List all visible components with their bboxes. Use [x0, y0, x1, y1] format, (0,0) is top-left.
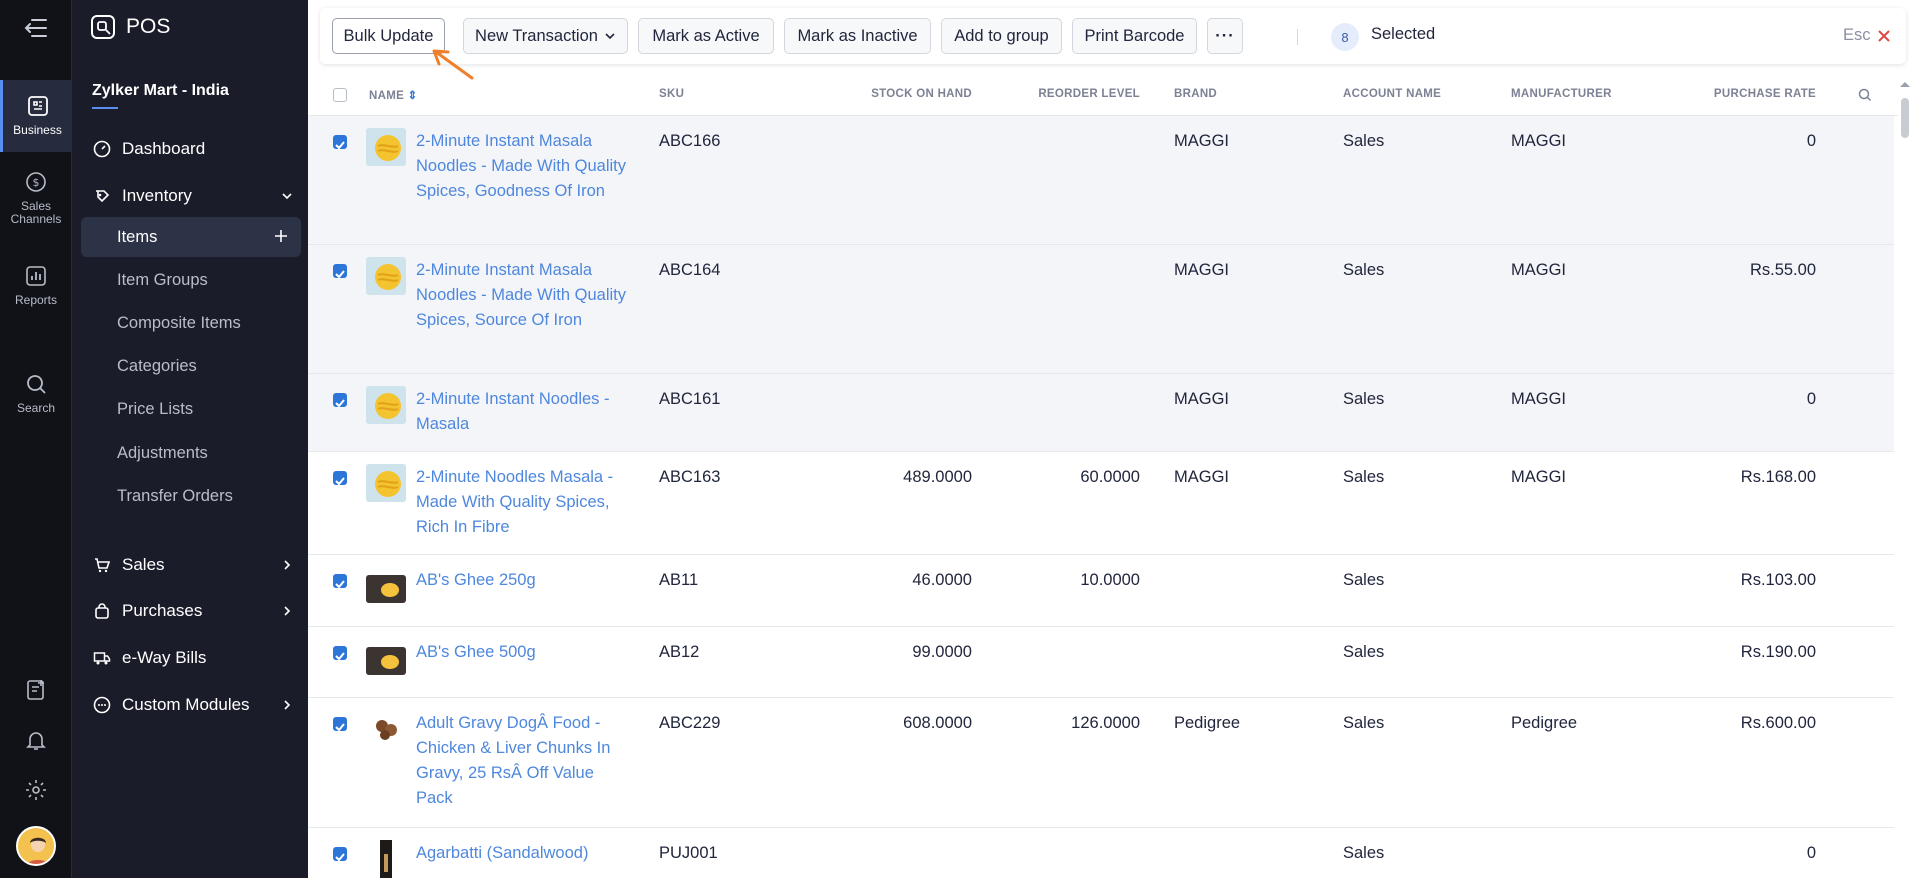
icon-rail	[0, 0, 72, 878]
cell-rate: Rs.600.00	[1740, 714, 1816, 732]
sidebar	[72, 0, 308, 878]
new-transaction-button[interactable]	[463, 18, 628, 54]
cell-brand: Pedigree	[1174, 714, 1241, 732]
table-row[interactable]	[308, 116, 1894, 245]
item-name-link[interactable]: 2-Minute Instant Noodles - Masala	[416, 390, 610, 433]
row-checkbox[interactable]	[333, 847, 347, 861]
add-item-icon[interactable]	[271, 226, 291, 251]
nav-dashboard-label: Dashboard	[122, 139, 206, 158]
cell-account: Sales	[1343, 844, 1385, 862]
sidebar-item-item-groups[interactable]	[72, 260, 308, 300]
new-transaction-label: New Transaction	[475, 26, 598, 45]
clear-selection[interactable]	[1843, 26, 1891, 45]
mark-active-button[interactable]: Mark as Active	[638, 18, 774, 54]
col-name[interactable]	[369, 88, 418, 102]
table-row[interactable]	[308, 452, 1894, 555]
col-rate[interactable]: PURCHASE RATE	[1713, 88, 1816, 100]
avatar[interactable]	[16, 826, 56, 866]
sidebar-item-label: Categories	[117, 356, 197, 375]
noodles-thumbnail	[366, 128, 406, 166]
table-row[interactable]	[308, 245, 1894, 374]
bulk-update-button[interactable]: Bulk Update	[332, 18, 445, 54]
main-content	[308, 0, 1920, 878]
table-row[interactable]	[308, 555, 1894, 627]
cell-stock: 489.0000	[903, 468, 972, 486]
svg-text:$: $	[32, 176, 40, 189]
row-checkbox[interactable]	[333, 393, 347, 407]
reports-icon	[24, 264, 48, 288]
add-document-icon	[24, 678, 48, 702]
col-name-label: NAME	[369, 90, 405, 102]
cell-brand: MAGGI	[1174, 261, 1230, 279]
sidebar-item-label: Item Groups	[117, 270, 208, 289]
col-manufacturer[interactable]: MANUFACTURER	[1511, 88, 1612, 100]
table-row[interactable]	[308, 828, 1894, 878]
row-checkbox[interactable]	[333, 471, 347, 485]
sidebar-item-categories[interactable]	[72, 346, 308, 386]
sales-channels-icon	[24, 170, 48, 194]
app-brand	[90, 14, 170, 40]
selected-label: Selected	[1371, 25, 1436, 43]
ghee-thumbnail	[366, 647, 406, 675]
item-name-link[interactable]: Adult Gravy DogÂ Food - Chicken & Liver Chunks In Gravy, 25 RsÂ Off Value Pack	[416, 714, 611, 807]
sidebar-item-label: Composite Items	[117, 313, 241, 332]
ghee-thumbnail	[366, 575, 406, 603]
cell-account: Sales	[1343, 132, 1385, 150]
col-reorder[interactable]: REORDER LEVEL	[1038, 88, 1140, 100]
cell-manufacturer: MAGGI	[1511, 468, 1567, 486]
cell-account: Sales	[1343, 261, 1385, 279]
cell-account: Sales	[1343, 390, 1385, 408]
sidebar-item-items[interactable]	[81, 217, 301, 257]
cell-sku: ABC161	[659, 390, 721, 408]
sidebar-item-label: Transfer Orders	[117, 486, 233, 505]
cell-rate: 0	[1806, 844, 1816, 862]
more-actions-button[interactable]: ···	[1207, 18, 1243, 54]
bulk-action-toolbar	[320, 8, 1906, 64]
org-underline	[92, 107, 118, 109]
cell-account: Sales	[1343, 468, 1385, 486]
nav-eway-bills[interactable]	[72, 638, 308, 678]
sidebar-item-price-lists[interactable]	[72, 389, 308, 429]
cell-rate: 0	[1806, 132, 1816, 150]
cell-brand: MAGGI	[1174, 390, 1230, 408]
cell-rate: Rs.168.00	[1740, 468, 1816, 486]
col-sku[interactable]: SKU	[659, 88, 685, 100]
gear-icon	[24, 778, 48, 802]
row-checkbox[interactable]	[333, 264, 347, 278]
business-icon	[26, 94, 50, 118]
cell-brand: MAGGI	[1174, 468, 1230, 486]
cell-brand: MAGGI	[1174, 132, 1230, 150]
cell-account: Sales	[1343, 571, 1385, 589]
sidebar-item-adjustments[interactable]	[72, 433, 308, 473]
nav-dashboard[interactable]	[72, 129, 308, 169]
nav-sales-label: Sales	[122, 555, 165, 574]
table-header	[308, 76, 1898, 116]
nav-custom-modules-label: Custom Modules	[122, 695, 250, 714]
cart-icon	[92, 555, 112, 575]
rail-notifications[interactable]	[0, 728, 72, 752]
nav-inventory[interactable]	[72, 176, 308, 216]
close-icon[interactable]	[1877, 29, 1891, 43]
col-account[interactable]: ACCOUNT NAME	[1343, 88, 1442, 100]
cell-reorder: 60.0000	[1080, 468, 1140, 486]
chevron-down-icon	[604, 30, 616, 42]
item-name-link[interactable]: 2-Minute Noodles Masala - Made With Quality Spices, Rich In Fibre	[416, 468, 614, 536]
nav-purchases[interactable]	[72, 591, 308, 631]
rail-sales-channels-label: Sales Channels	[10, 199, 62, 226]
item-name-link[interactable]: AB's Ghee 500g	[416, 643, 536, 661]
rail-reports[interactable]	[0, 264, 72, 307]
cell-sku: ABC229	[659, 714, 721, 732]
print-barcode-button[interactable]: Print Barcode	[1072, 18, 1197, 54]
cell-reorder: 10.0000	[1080, 571, 1140, 589]
rail-sales-channels[interactable]	[0, 170, 72, 226]
cell-rate: Rs.103.00	[1740, 571, 1816, 589]
rail-business-label: Business	[13, 123, 62, 137]
cell-account: Sales	[1343, 643, 1385, 661]
item-name-link[interactable]: AB's Ghee 250g	[416, 571, 536, 589]
modules-icon	[92, 695, 112, 715]
cell-manufacturer: MAGGI	[1511, 132, 1567, 150]
nav-eway-label: e-Way Bills	[122, 648, 207, 667]
agarbatti-thumbnail	[366, 840, 406, 878]
sidebar-item-label: Adjustments	[117, 443, 208, 462]
cell-sku: AB12	[659, 643, 700, 661]
collapse-menu-icon[interactable]	[22, 14, 50, 42]
sort-icon[interactable]: ⇕	[407, 90, 418, 102]
nav-sales[interactable]	[72, 545, 308, 585]
rail-reports-label: Reports	[14, 293, 58, 307]
dog-food-thumbnail	[366, 710, 406, 748]
cell-sku: AB11	[659, 571, 699, 589]
item-name-link[interactable]: 2-Minute Instant Masala Noodles - Made With Quality Spices, Goodness Of Iron	[416, 132, 626, 200]
noodles-thumbnail	[366, 464, 406, 502]
cell-rate: 0	[1806, 390, 1816, 408]
mark-inactive-button[interactable]: Mark as Inactive	[784, 18, 931, 54]
bell-icon	[24, 728, 48, 752]
dashboard-icon	[92, 139, 112, 159]
cell-manufacturer: MAGGI	[1511, 390, 1567, 408]
cell-stock: 99.0000	[912, 643, 972, 661]
cell-sku: PUJ001	[659, 844, 718, 862]
app-name: POS	[126, 15, 171, 38]
cell-stock: 608.0000	[903, 714, 972, 732]
chevron-right-icon	[280, 557, 294, 577]
sidebar-item-transfer-orders[interactable]	[72, 476, 308, 516]
row-checkbox[interactable]	[333, 135, 347, 149]
add-to-group-button[interactable]: Add to group	[941, 18, 1062, 54]
cell-stock: 46.0000	[912, 571, 972, 589]
search-icon	[24, 372, 48, 396]
table-row[interactable]	[308, 698, 1894, 828]
toolbar-divider	[1297, 29, 1298, 45]
cell-manufacturer: Pedigree	[1511, 714, 1578, 732]
row-checkbox[interactable]	[333, 717, 347, 731]
rail-add-document[interactable]	[0, 678, 72, 702]
cell-sku: ABC166	[659, 132, 721, 150]
table-row[interactable]	[308, 627, 1894, 698]
truck-icon	[92, 648, 112, 668]
selected-count-badge: 8	[1331, 23, 1359, 51]
sidebar-item-label: Price Lists	[117, 399, 194, 418]
cell-reorder: 126.0000	[1071, 714, 1140, 732]
search-icon[interactable]	[1858, 88, 1872, 102]
chevron-down-icon	[280, 188, 294, 208]
cell-sku: ABC164	[659, 261, 721, 279]
table-scrollbar[interactable]	[1898, 76, 1912, 878]
rail-search-label: Search	[16, 401, 56, 415]
chevron-right-icon	[280, 697, 294, 717]
sidebar-item-label: Items	[117, 227, 158, 246]
nav-inventory-label: Inventory	[122, 186, 192, 205]
item-name-link[interactable]: 2-Minute Instant Masala Noodles - Made With Quality Spices, Source Of Iron	[416, 261, 626, 329]
table-row[interactable]	[308, 374, 1894, 452]
rail-settings[interactable]	[0, 778, 72, 802]
cell-manufacturer: MAGGI	[1511, 261, 1567, 279]
rail-search[interactable]	[0, 372, 72, 415]
noodles-thumbnail	[366, 386, 406, 424]
chevron-right-icon	[280, 603, 294, 623]
col-stock[interactable]: STOCK ON HAND	[871, 88, 972, 100]
scroll-thumb[interactable]	[1901, 98, 1909, 138]
cell-sku: ABC163	[659, 468, 721, 486]
inventory-icon	[92, 186, 112, 206]
item-name-link[interactable]: Agarbatti (Sandalwood)	[416, 844, 589, 862]
esc-label: Esc	[1843, 26, 1871, 44]
col-brand[interactable]: BRAND	[1174, 88, 1218, 100]
org-name[interactable]: Zylker Mart - India	[92, 82, 229, 99]
nav-custom-modules[interactable]	[72, 685, 308, 725]
cell-rate: Rs.55.00	[1749, 261, 1816, 279]
sidebar-item-composite-items[interactable]	[72, 303, 308, 343]
cell-account: Sales	[1343, 714, 1385, 732]
scroll-up-icon[interactable]	[1898, 78, 1912, 90]
select-all-checkbox[interactable]	[333, 88, 347, 102]
cell-rate: Rs.190.00	[1740, 643, 1816, 661]
noodles-thumbnail	[366, 257, 406, 295]
nav-purchases-label: Purchases	[122, 601, 203, 620]
bag-icon	[92, 601, 112, 621]
pos-logo-icon	[90, 14, 116, 40]
row-checkbox[interactable]	[333, 646, 347, 660]
row-checkbox[interactable]	[333, 574, 347, 588]
rail-business[interactable]	[0, 80, 72, 152]
